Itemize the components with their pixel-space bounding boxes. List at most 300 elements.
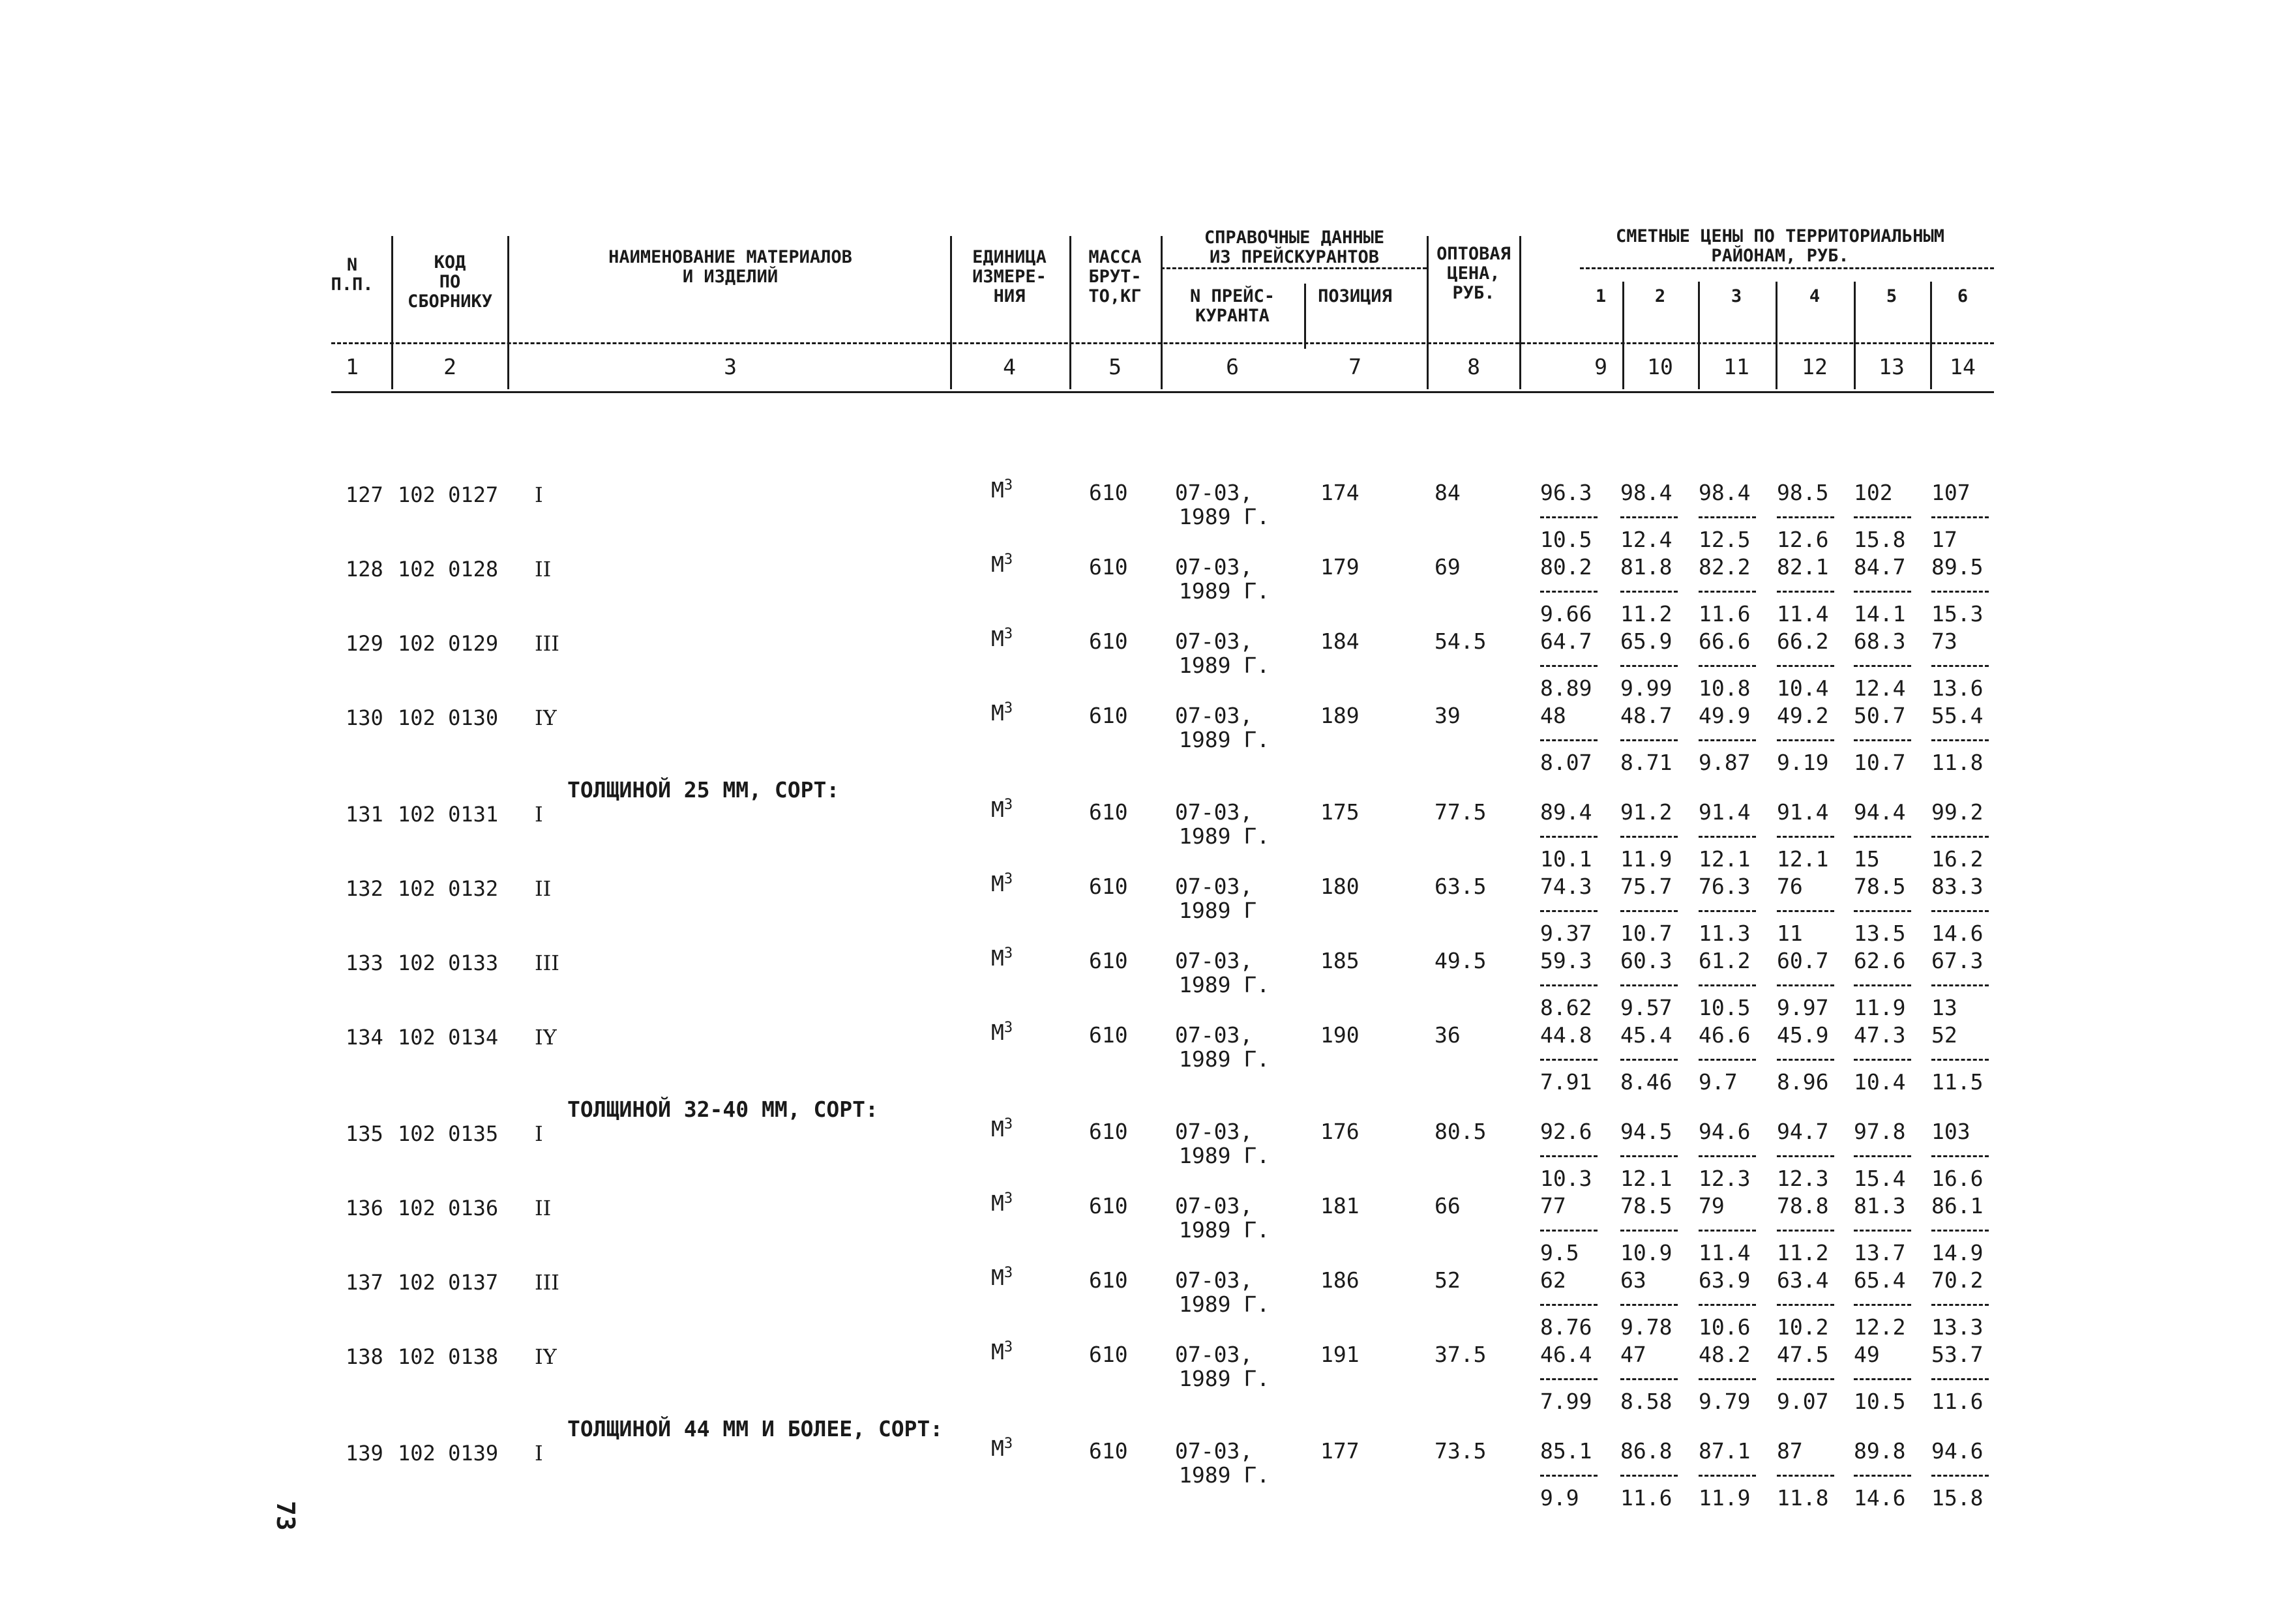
header-wholesale: РУБ. (1452, 283, 1495, 303)
row-mass: 610 (1089, 799, 1128, 825)
estimate-price: 45.4 (1620, 1022, 1673, 1048)
row-wholesale-price: 63.5 (1435, 874, 1487, 899)
estimate-transport: 9.19 (1777, 750, 1829, 775)
row-grade: I (535, 1121, 543, 1146)
estimate-transport: 10.7 (1854, 750, 1906, 775)
estimate-price: 98.5 (1777, 480, 1829, 505)
fraction-line (1854, 1230, 1911, 1232)
estimate-price: 84.7 (1854, 554, 1906, 580)
estimate-price: 91.2 (1620, 799, 1673, 825)
fraction-line (1777, 516, 1834, 518)
fraction-line (1777, 591, 1834, 593)
estimate-price: 55.4 (1931, 703, 1984, 728)
row-mass: 610 (1089, 1438, 1128, 1464)
estimate-price: 46.4 (1540, 1342, 1592, 1367)
fraction-line (1620, 739, 1678, 741)
estimate-transport: 9.57 (1620, 995, 1673, 1020)
row-pricelist-year: 1989 Г. (1179, 1366, 1270, 1391)
estimate-price: 50.7 (1854, 703, 1906, 728)
unit-symbol: М (991, 700, 1004, 726)
fraction-line (1540, 1378, 1598, 1380)
estimate-transport: 12.3 (1777, 1166, 1829, 1191)
row-wholesale-price: 37.5 (1435, 1342, 1487, 1367)
fraction-line (1931, 1155, 1989, 1157)
row-unit (991, 477, 1013, 503)
row-grade: I (535, 802, 543, 827)
header-npp: N (346, 255, 358, 275)
row-pricelist: 07-03, (1175, 1022, 1253, 1048)
fraction-line (1777, 739, 1834, 741)
estimate-price: 60.7 (1777, 948, 1829, 973)
row-pricelist: 07-03, (1175, 480, 1253, 505)
header-unit: НИЯ (993, 286, 1026, 306)
estimate-transport: 12.3 (1699, 1166, 1751, 1191)
estimate-transport: 15.4 (1854, 1166, 1906, 1191)
estimate-transport: 12.1 (1777, 846, 1829, 872)
fraction-line (1931, 591, 1989, 593)
header-col-divider (1069, 236, 1071, 389)
row-unit (991, 626, 1013, 651)
row-wholesale-price: 52 (1435, 1267, 1461, 1293)
row-unit (991, 552, 1013, 577)
row-unit (991, 1116, 1013, 1142)
fraction-line (1699, 516, 1756, 518)
row-pricelist: 07-03, (1175, 1342, 1253, 1367)
estimate-price: 64.7 (1540, 628, 1592, 654)
fraction-line (1620, 910, 1678, 912)
estimate-price: 89.4 (1540, 799, 1592, 825)
header-col-divider (1304, 284, 1306, 349)
estimate-transport: 11.5 (1931, 1069, 1984, 1095)
row-pricelist: 07-03, (1175, 554, 1253, 580)
row-wholesale-price: 36 (1435, 1022, 1461, 1048)
row-grade: III (535, 1270, 559, 1295)
estimate-price: 44.8 (1540, 1022, 1592, 1048)
estimate-transport: 8.76 (1540, 1314, 1592, 1340)
fraction-line (1620, 836, 1678, 838)
fraction-line (1540, 1155, 1598, 1157)
estimate-transport: 10.9 (1620, 1240, 1673, 1265)
row-number: 129 (346, 631, 383, 656)
estimate-price: 62.6 (1854, 948, 1906, 973)
row-unit (991, 797, 1013, 822)
header-col-number: 7 (1348, 354, 1361, 379)
estimate-price: 76 (1777, 874, 1803, 899)
estimate-transport: 8.07 (1540, 750, 1592, 775)
section-title: ТОЛЩИНОЙ 32-40 ММ, СОРТ: (567, 1097, 878, 1122)
row-unit (991, 1020, 1013, 1045)
estimate-transport: 14.6 (1854, 1485, 1906, 1511)
row-wholesale-price: 80.5 (1435, 1119, 1487, 1144)
fraction-line (1931, 836, 1989, 838)
header-rule (331, 391, 1994, 393)
estimate-transport: 11.3 (1699, 921, 1751, 946)
row-pricelist-year: 1989 Г. (1179, 1462, 1270, 1488)
fraction-line (1540, 1475, 1598, 1477)
estimate-transport: 8.96 (1777, 1069, 1829, 1095)
row-pricelist-year: 1989 Г. (1179, 1292, 1270, 1317)
estimate-price: 61.2 (1699, 948, 1751, 973)
row-number: 135 (346, 1121, 383, 1146)
estimate-price: 48.7 (1620, 703, 1673, 728)
unit-symbol: М (991, 626, 1004, 651)
estimate-transport: 12.4 (1620, 527, 1673, 552)
header-col-number: 1 (346, 354, 359, 379)
row-grade: IY (535, 1344, 557, 1369)
estimate-transport: 11.6 (1931, 1389, 1984, 1414)
fraction-line (1620, 516, 1678, 518)
header-unit: ЕДИНИЦА (972, 247, 1047, 267)
row-grade: II (535, 1196, 552, 1220)
header-reference: ИЗ ПРЕЙСКУРАНТОВ (1209, 247, 1380, 267)
estimate-price: 52 (1931, 1022, 1957, 1048)
row-grade: IY (535, 705, 557, 730)
unit-symbol: М (991, 1116, 1004, 1142)
header-col-number: 4 (1003, 354, 1016, 379)
fraction-line (1620, 591, 1678, 593)
row-position: 190 (1320, 1022, 1360, 1048)
unit-exponent: 3 (1004, 1265, 1013, 1281)
row-pricelist-year: 1989 Г. (1179, 578, 1270, 604)
fraction-line (1854, 836, 1911, 838)
estimate-price: 82.1 (1777, 554, 1829, 580)
header-region-divider (1776, 282, 1777, 389)
estimate-price: 94.6 (1931, 1438, 1984, 1464)
estimate-price: 78.5 (1620, 1193, 1673, 1218)
unit-symbol: М (991, 477, 1004, 503)
row-mass: 610 (1089, 554, 1128, 580)
estimate-price: 87 (1777, 1438, 1803, 1464)
estimate-price: 94.5 (1620, 1119, 1673, 1144)
row-pricelist: 07-03, (1175, 1438, 1253, 1464)
estimate-transport: 8.89 (1540, 675, 1592, 701)
estimate-transport: 13.3 (1931, 1314, 1984, 1340)
header-col-number: 6 (1226, 354, 1239, 379)
header-code: КОД (434, 252, 466, 273)
header-col-divider (1161, 236, 1163, 389)
estimate-transport: 12.5 (1699, 527, 1751, 552)
fraction-line (1777, 910, 1834, 912)
fraction-line (1620, 1304, 1678, 1306)
header-region-divider (1622, 282, 1624, 389)
estimate-transport: 12.4 (1854, 675, 1906, 701)
row-code: 102 0128 (398, 557, 499, 582)
estimate-price: 62 (1540, 1267, 1566, 1293)
unit-exponent: 3 (1004, 945, 1013, 962)
estimate-transport: 11.9 (1620, 846, 1673, 872)
estimate-transport: 11.8 (1931, 750, 1984, 775)
header-name: НАИМЕНОВАНИЕ МАТЕРИАЛОВ (608, 247, 852, 267)
estimate-price: 80.2 (1540, 554, 1592, 580)
row-position: 189 (1320, 703, 1360, 728)
header-mass: МАССА (1088, 247, 1142, 267)
row-pricelist: 07-03, (1175, 1267, 1253, 1293)
row-wholesale-price: 84 (1435, 480, 1461, 505)
row-pricelist-year: 1989 Г. (1179, 1143, 1270, 1168)
estimate-transport: 12.6 (1777, 527, 1829, 552)
estimate-price: 66.2 (1777, 628, 1829, 654)
fraction-line (1777, 836, 1834, 838)
page-number: 73 (271, 1501, 300, 1531)
estimate-transport: 11.6 (1620, 1485, 1673, 1511)
estimate-price: 74.3 (1540, 874, 1592, 899)
row-position: 179 (1320, 554, 1360, 580)
row-mass: 610 (1089, 1193, 1128, 1218)
unit-exponent: 3 (1004, 626, 1013, 642)
row-mass: 610 (1089, 628, 1128, 654)
estimate-price: 85.1 (1540, 1438, 1592, 1464)
fraction-line (1540, 665, 1598, 667)
fraction-line (1540, 1230, 1598, 1232)
estimate-transport: 10.8 (1699, 675, 1751, 701)
row-wholesale-price: 66 (1435, 1193, 1461, 1218)
estimate-price: 86.8 (1620, 1438, 1673, 1464)
estimate-price: 91.4 (1699, 799, 1751, 825)
estimate-transport: 15 (1854, 846, 1880, 872)
fraction-line (1699, 665, 1756, 667)
header-col-divider (507, 236, 509, 389)
row-unit (991, 1339, 1013, 1365)
estimate-price: 53.7 (1931, 1342, 1984, 1367)
row-pricelist: 07-03, (1175, 799, 1253, 825)
row-pricelist-year: 1989 Г. (1179, 504, 1270, 529)
estimate-price: 65.4 (1854, 1267, 1906, 1293)
estimate-transport: 11.2 (1777, 1240, 1829, 1265)
estimate-transport: 15.3 (1931, 601, 1984, 627)
fraction-line (1854, 591, 1911, 593)
header-region-divider (1930, 282, 1932, 389)
fraction-line (1540, 910, 1598, 912)
unit-symbol: М (991, 945, 1004, 971)
estimate-price: 81.8 (1620, 554, 1673, 580)
estimate-price: 77 (1540, 1193, 1566, 1218)
header-col-number: 3 (724, 354, 737, 379)
estimate-transport: 9.66 (1540, 601, 1592, 627)
row-code: 102 0133 (398, 951, 499, 975)
header-col-number: 14 (1950, 354, 1976, 379)
header-region-1: 1 (1595, 286, 1607, 306)
estimate-transport: 9.99 (1620, 675, 1673, 701)
fraction-line (1620, 1378, 1678, 1380)
estimate-price: 89.5 (1931, 554, 1984, 580)
estimate-transport: 11.6 (1699, 601, 1751, 627)
estimate-transport: 7.99 (1540, 1389, 1592, 1414)
estimate-transport: 16.2 (1931, 846, 1984, 872)
row-unit (991, 871, 1013, 896)
estimate-transport: 10.3 (1540, 1166, 1592, 1191)
estimate-price: 48.2 (1699, 1342, 1751, 1367)
fraction-line (1540, 836, 1598, 838)
estimate-transport: 9.37 (1540, 921, 1592, 946)
estimate-price: 96.3 (1540, 480, 1592, 505)
estimate-price: 94.7 (1777, 1119, 1829, 1144)
row-unit (991, 1190, 1013, 1216)
header-reference: СПРАВОЧНЫЕ ДАННЫЕ (1204, 228, 1385, 248)
row-number: 133 (346, 951, 383, 975)
unit-exponent: 3 (1004, 700, 1013, 716)
header-col-number: 12 (1802, 354, 1828, 379)
row-code: 102 0129 (398, 631, 499, 656)
estimate-transport: 16.6 (1931, 1166, 1984, 1191)
estimate-price: 46.6 (1699, 1022, 1751, 1048)
unit-symbol: М (991, 797, 1004, 822)
estimate-transport: 9.7 (1699, 1069, 1738, 1095)
row-code: 102 0127 (398, 482, 499, 507)
header-col-divider (950, 236, 952, 389)
row-pricelist-year: 1989 Г. (1179, 727, 1270, 752)
fraction-line (1931, 665, 1989, 667)
estimate-price: 48 (1540, 703, 1566, 728)
header-code: СБОРНИКУ (407, 291, 493, 312)
row-mass: 610 (1089, 1342, 1128, 1367)
row-grade: IY (535, 1025, 557, 1050)
estimate-transport: 13 (1931, 995, 1957, 1020)
estimate-price: 76.3 (1699, 874, 1751, 899)
fraction-line (1699, 1304, 1756, 1306)
estimate-price: 87.1 (1699, 1438, 1751, 1464)
estimate-price: 49 (1854, 1342, 1880, 1367)
fraction-line (1699, 591, 1756, 593)
fraction-line (1777, 984, 1834, 986)
row-grade: II (535, 557, 552, 582)
table-header (0, 0, 2290, 404)
row-position: 186 (1320, 1267, 1360, 1293)
unit-exponent: 3 (1004, 477, 1013, 494)
header-estimate: РАЙОНАМ, РУБ. (1711, 246, 1849, 266)
estimate-transport: 14.6 (1931, 921, 1984, 946)
estimate-transport: 10.5 (1540, 527, 1592, 552)
row-code: 102 0136 (398, 1196, 499, 1220)
fraction-line (1540, 739, 1598, 741)
row-wholesale-price: 39 (1435, 703, 1461, 728)
fraction-line (1854, 1475, 1911, 1477)
row-pricelist: 07-03, (1175, 948, 1253, 973)
row-pricelist: 07-03, (1175, 1119, 1253, 1144)
estimate-transport: 9.9 (1540, 1485, 1579, 1511)
section-title: ТОЛЩИНОЙ 44 ММ И БОЛЕЕ, СОРТ: (567, 1416, 944, 1441)
header-code: ПО (439, 272, 461, 292)
header-rule (331, 342, 1994, 344)
fraction-line (1931, 984, 1989, 986)
unit-symbol: М (991, 871, 1004, 896)
estimate-price: 66.6 (1699, 628, 1751, 654)
unit-symbol: М (991, 1265, 1004, 1290)
fraction-line (1854, 984, 1911, 986)
row-wholesale-price: 77.5 (1435, 799, 1487, 825)
fraction-line (1931, 739, 1989, 741)
estimate-transport: 8.46 (1620, 1069, 1673, 1095)
header-name: И ИЗДЕЛИЙ (682, 267, 779, 287)
estimate-price: 92.6 (1540, 1119, 1592, 1144)
estimate-price: 63.9 (1699, 1267, 1751, 1293)
estimate-transport: 11.8 (1777, 1485, 1829, 1511)
fraction-line (1620, 1230, 1678, 1232)
estimate-price: 63.4 (1777, 1267, 1829, 1293)
fraction-line (1777, 1378, 1834, 1380)
estimate-transport: 10.7 (1620, 921, 1673, 946)
header-region-divider (1854, 282, 1856, 389)
fraction-line (1931, 1475, 1989, 1477)
fraction-line (1540, 591, 1598, 593)
estimate-transport: 12.1 (1620, 1166, 1673, 1191)
estimate-price: 45.9 (1777, 1022, 1829, 1048)
row-number: 136 (346, 1196, 383, 1220)
fraction-line (1699, 739, 1756, 741)
unit-symbol: М (991, 1339, 1004, 1365)
row-code: 102 0131 (398, 802, 499, 827)
header-region-5: 5 (1886, 286, 1897, 306)
estimate-transport: 9.5 (1540, 1240, 1579, 1265)
estimate-price: 89.8 (1854, 1438, 1906, 1464)
estimate-price: 49.9 (1699, 703, 1751, 728)
fraction-line (1854, 665, 1911, 667)
row-wholesale-price: 73.5 (1435, 1438, 1487, 1464)
row-code: 102 0135 (398, 1121, 499, 1146)
estimate-transport: 9.87 (1699, 750, 1751, 775)
unit-exponent: 3 (1004, 797, 1013, 813)
row-unit (991, 945, 1013, 971)
row-pricelist: 07-03, (1175, 1193, 1253, 1218)
fraction-line (1854, 1378, 1911, 1380)
fraction-line (1777, 1230, 1834, 1232)
header-region-4: 4 (1809, 286, 1821, 306)
fraction-line (1620, 665, 1678, 667)
estimate-price: 103 (1931, 1119, 1970, 1144)
unit-exponent: 3 (1004, 1020, 1013, 1036)
row-code: 102 0132 (398, 876, 499, 901)
estimate-transport: 10.5 (1699, 995, 1751, 1020)
row-number: 137 (346, 1270, 383, 1295)
fraction-line (1931, 910, 1989, 912)
row-position: 174 (1320, 480, 1360, 505)
estimate-price: 75.7 (1620, 874, 1673, 899)
fraction-line (1777, 665, 1834, 667)
row-position: 176 (1320, 1119, 1360, 1144)
fraction-line (1854, 516, 1911, 518)
unit-symbol: М (991, 552, 1004, 577)
estimate-price: 81.3 (1854, 1193, 1906, 1218)
estimate-transport: 10.2 (1777, 1314, 1829, 1340)
estimate-transport: 13.5 (1854, 921, 1906, 946)
header-npp: П.П. (331, 274, 374, 295)
row-code: 102 0134 (398, 1025, 499, 1050)
estimate-transport: 9.07 (1777, 1389, 1829, 1414)
row-number: 139 (346, 1441, 383, 1466)
row-unit (991, 1265, 1013, 1290)
fraction-line (1540, 516, 1598, 518)
row-mass: 610 (1089, 948, 1128, 973)
row-wholesale-price: 69 (1435, 554, 1461, 580)
estimate-transport: 11.9 (1854, 995, 1906, 1020)
unit-symbol: М (991, 1436, 1004, 1461)
fraction-line (1540, 1059, 1598, 1061)
row-mass: 610 (1089, 1267, 1128, 1293)
estimate-transport: 8.71 (1620, 750, 1673, 775)
estimate-transport: 10.4 (1777, 675, 1829, 701)
row-pricelist-year: 1989 Г. (1179, 1217, 1270, 1243)
section-title: ТОЛЩИНОЙ 25 ММ, СОРТ: (567, 777, 840, 803)
estimate-transport: 8.62 (1540, 995, 1592, 1020)
header-col-number: 10 (1647, 354, 1673, 379)
row-pricelist-year: 1989 Г. (1179, 972, 1270, 997)
estimate-price: 63 (1620, 1267, 1646, 1293)
fraction-line (1854, 1155, 1911, 1157)
estimate-price: 98.4 (1620, 480, 1673, 505)
estimate-transport: 11.9 (1699, 1485, 1751, 1511)
estimate-price: 78.8 (1777, 1193, 1829, 1218)
row-unit (991, 700, 1013, 726)
estimate-price: 49.2 (1777, 703, 1829, 728)
